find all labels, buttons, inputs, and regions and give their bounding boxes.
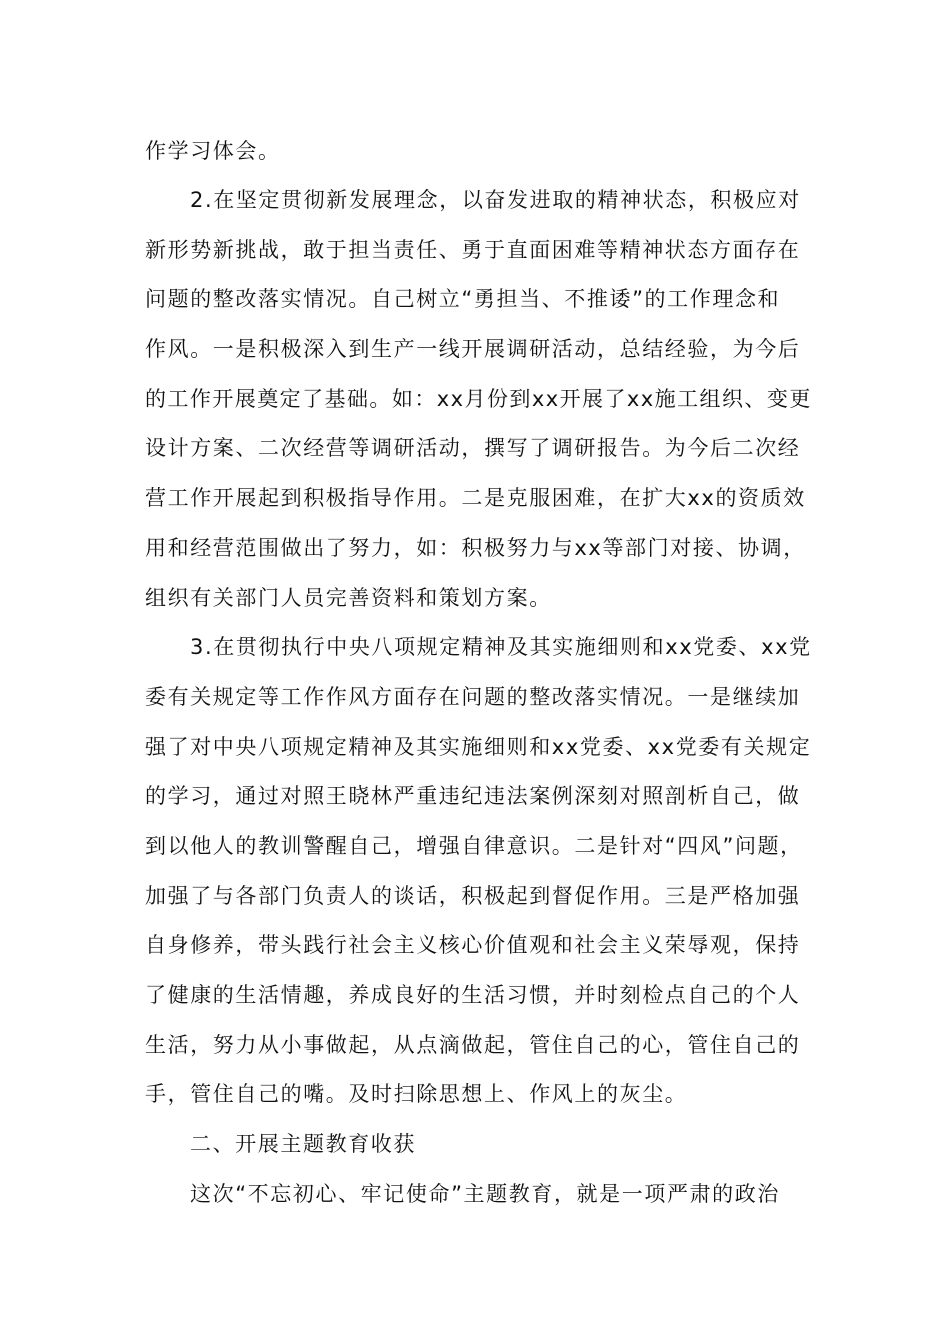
text-line: 的学习，通过对照王晓林严重违纪违法案例深刻对照剖析自己，做: [145, 784, 801, 808]
text-line: 强了对中央八项规定精神及其实施细则和xx党委、xx党委有关规定: [145, 735, 812, 759]
text-line: 作风。一是积极深入到生产一线开展调研活动，总结经验，为今后: [145, 337, 801, 361]
text-line: 加强了与各部门负责人的谈话，积极起到督促作用。三是严格加强: [145, 884, 801, 908]
text-line: 问题的整改落实情况。自己树立“勇担当、不推诿”的工作理念和: [145, 287, 781, 311]
paragraph-3-start: 3.在贯彻执行中央八项规定精神及其实施细则和xx党委、xx党: [190, 635, 812, 659]
text-line: 委有关规定等工作作风方面存在问题的整改落实情况。一是继续加: [145, 685, 801, 709]
text-line: 自身修养，带头践行社会主义核心价值观和社会主义荣辱观，保持: [145, 933, 801, 957]
text-line: 到以他人的教训警醒自己，增强自律意识。二是针对“四风”问题，: [145, 834, 803, 858]
section-heading: 二、开展主题教育收获: [190, 1132, 416, 1156]
text-line: 了健康的生活情趣，养成良好的生活习惯，并时刻检点自己的个人: [145, 983, 801, 1007]
text-line: 营工作开展起到积极指导作用。二是克服困难，在扩大xx的资质效: [145, 486, 806, 510]
text-line: 的工作开展奠定了基础。如：xx月份到xx开展了xx施工组织、变更: [145, 387, 812, 411]
paragraph-2-start: 2.在坚定贯彻新发展理念，以奋发进取的精神状态，积极应对: [190, 188, 801, 212]
text-line: 生活，努力从小事做起，从点滴做起，管住自己的心，管住自己的: [145, 1033, 801, 1057]
text-line: 手，管住自己的嘴。及时扫除思想上、作风上的灰尘。: [145, 1082, 688, 1106]
text-line: 新形势新挑战，敢于担当责任、勇于直面困难等精神状态方面存在: [145, 238, 801, 262]
text-line: 作学习体会。: [145, 139, 281, 163]
text-line: 用和经营范围做出了努力，如：积极努力与xx等部门对接、协调，: [145, 536, 806, 560]
paragraph-start: 这次“不忘初心、牢记使命”主题教育，就是一项严肃的政治: [190, 1182, 780, 1206]
text-line: 组织有关部门人员完善资料和策划方案。: [145, 586, 552, 610]
text-line: 设计方案、二次经营等调研活动，撰写了调研报告。为今后二次经: [145, 436, 801, 460]
